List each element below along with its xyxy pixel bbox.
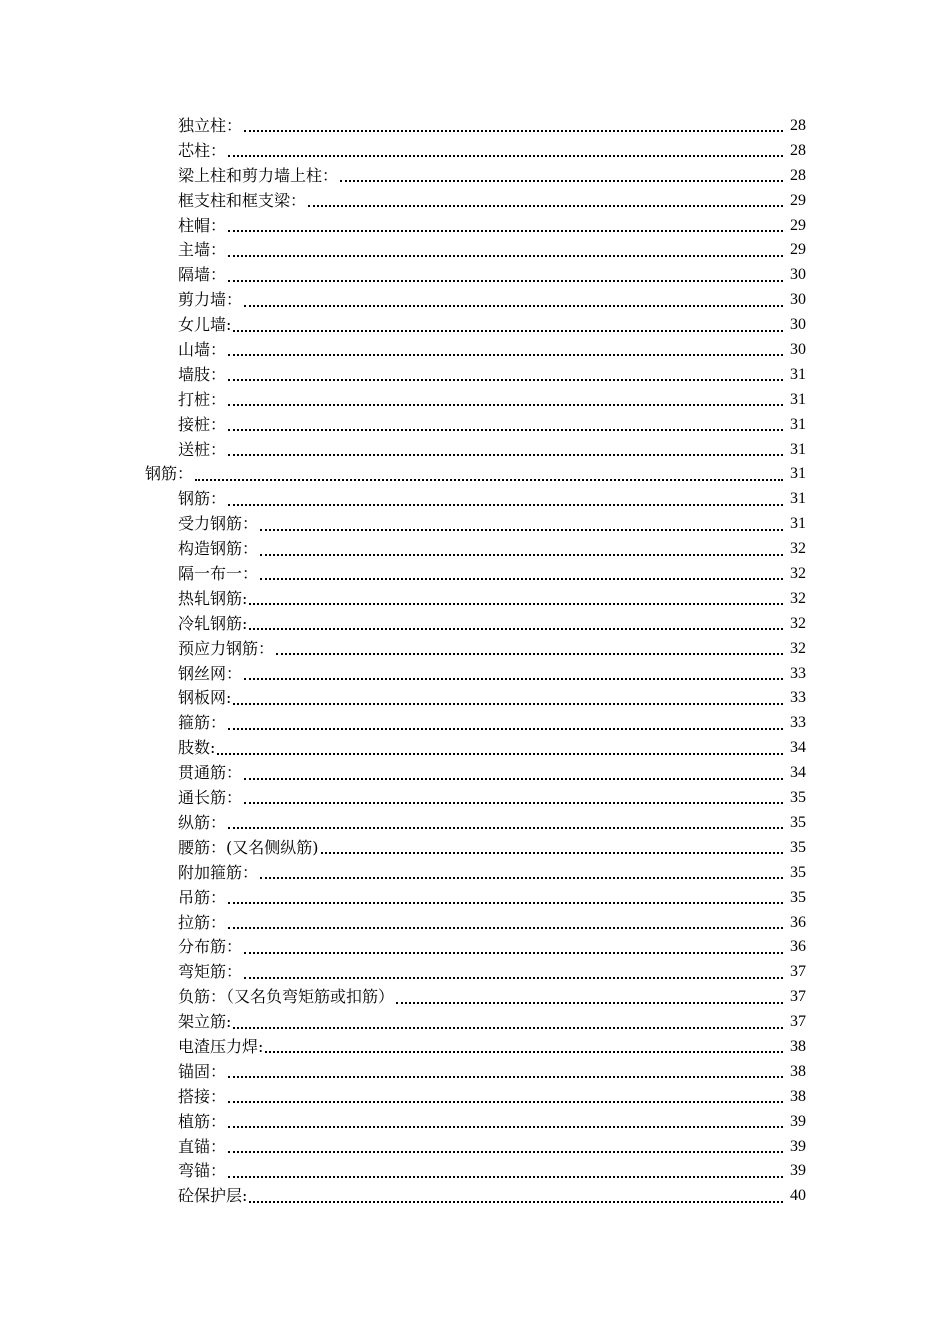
toc-page-number: 31: [790, 465, 806, 483]
toc-page-number: 32: [790, 565, 806, 583]
toc-page-number: 39: [790, 1137, 806, 1155]
toc-entry-label: 隔一布一：: [178, 564, 259, 584]
toc-entry-label: 芯柱：: [178, 140, 227, 160]
toc-page-number: 31: [790, 415, 806, 433]
toc-entry[interactable]: [0, 214, 950, 239]
dot-leader: [217, 737, 783, 755]
toc-entry[interactable]: [0, 288, 950, 313]
toc-entry[interactable]: [0, 736, 950, 761]
dot-leader: [233, 687, 783, 705]
dot-leader: [228, 886, 783, 904]
dot-leader: [228, 1085, 783, 1103]
toc-page-number: 35: [790, 789, 806, 807]
toc-page-number: 33: [790, 689, 806, 707]
toc-entry-label: 附加箍筋：: [178, 862, 259, 882]
toc-entry-label: 电渣压力焊:: [178, 1036, 264, 1056]
toc-entry-label: 吊筋：: [178, 887, 227, 907]
dot-leader: [340, 164, 783, 182]
toc-page-number: 35: [790, 838, 806, 856]
toc-entry-label: 打桩：: [178, 389, 227, 409]
toc-entry[interactable]: [0, 313, 950, 338]
toc-entry-label: 拉筋：: [178, 912, 227, 932]
dot-leader: [228, 139, 783, 157]
toc-entry[interactable]: [0, 413, 950, 438]
dot-leader: [265, 1035, 783, 1053]
dot-leader: [228, 488, 783, 506]
toc-entry-label: 钢筋：: [178, 489, 227, 509]
toc-entry-label: 独立柱：: [178, 116, 243, 135]
toc-page-number: 37: [790, 963, 806, 981]
toc-entry-label: 搭接：: [178, 1086, 227, 1106]
toc-entry-label: 砼保护层:: [178, 1186, 248, 1206]
toc-page-number: 35: [790, 888, 806, 906]
toc-entry[interactable]: [0, 1135, 950, 1160]
dot-leader: [228, 1135, 783, 1153]
toc-entry-label: 钢筋：: [145, 464, 194, 484]
dot-leader: [396, 986, 783, 1004]
toc-page-number: 34: [790, 739, 806, 757]
toc-entry-label: 剪力墙：: [178, 290, 243, 310]
dot-leader: [244, 114, 783, 132]
toc-entry-label: 接桩：: [178, 414, 227, 434]
dot-leader: [228, 1060, 783, 1078]
dot-leader: [308, 189, 783, 207]
toc-entry-label: 主墙：: [178, 240, 227, 260]
dot-leader: [244, 961, 783, 979]
toc-page-number: 31: [790, 390, 806, 408]
toc-page-number: 38: [790, 1062, 806, 1080]
toc-entry-label: 腰筋：(又名侧纵筋): [178, 837, 319, 857]
toc-entry-label: 预应力钢筋：: [178, 638, 275, 658]
toc-entry[interactable]: [0, 861, 950, 886]
toc-entry-label: 墙肢：: [178, 364, 227, 384]
toc-page-number: 39: [790, 1162, 806, 1180]
toc-entry[interactable]: [0, 238, 950, 263]
toc-entry-label: 框支柱和框支梁：: [178, 190, 307, 210]
toc-entry[interactable]: [0, 686, 950, 711]
toc-entry[interactable]: [0, 637, 950, 662]
toc-entry[interactable]: [0, 263, 950, 288]
toc-entry-label: 送桩：: [178, 439, 227, 459]
toc-entry[interactable]: [0, 1085, 950, 1110]
toc-entry[interactable]: [0, 1159, 950, 1184]
toc-page-number: 40: [790, 1187, 806, 1205]
toc-page-number: 32: [790, 589, 806, 607]
dot-leader: [228, 438, 783, 456]
dot-leader: [244, 762, 783, 780]
dot-leader: [228, 214, 783, 232]
toc-page-number: 30: [790, 291, 806, 309]
toc-entry[interactable]: [0, 512, 950, 537]
dot-leader: [260, 513, 783, 531]
toc-page-number: 32: [790, 639, 806, 657]
toc-entry-label: 山墙：: [178, 340, 227, 360]
dot-leader: [321, 836, 784, 854]
dot-leader: [260, 861, 783, 879]
toc-entry[interactable]: [0, 1110, 950, 1135]
toc-page-number: 33: [790, 664, 806, 682]
toc-entry[interactable]: [0, 562, 950, 587]
toc-page-number: 29: [790, 216, 806, 234]
toc-entry-label: 受力钢筋：: [178, 514, 259, 534]
toc-page-number: 31: [790, 490, 806, 508]
toc-entry[interactable]: [0, 388, 950, 413]
toc-page-number: 34: [790, 764, 806, 782]
toc-entry[interactable]: [0, 537, 950, 562]
dot-leader: [228, 811, 783, 829]
dot-leader: [228, 264, 783, 282]
toc-entry[interactable]: [0, 662, 950, 687]
toc-entry[interactable]: [0, 612, 950, 637]
toc-page-number: 38: [790, 1087, 806, 1105]
toc-entry-label: 架立筋:: [178, 1012, 232, 1032]
dot-leader: [260, 538, 783, 556]
toc-entry-label: 负筋：（又名负弯矩筋或扣筋）: [178, 987, 395, 1007]
dot-leader: [233, 1011, 783, 1029]
toc-entry[interactable]: [0, 761, 950, 786]
toc-page-number: 28: [790, 166, 806, 184]
toc-page-number: 32: [790, 614, 806, 632]
dot-leader: [276, 637, 783, 655]
dot-leader: [228, 712, 783, 730]
toc-page-number: 37: [790, 988, 806, 1006]
toc-entry-label: 钢板网:: [178, 688, 232, 708]
toc-page-number: 35: [790, 813, 806, 831]
toc-entry[interactable]: [0, 487, 950, 512]
toc-entry[interactable]: [0, 886, 950, 911]
toc-entry-label: 隔墙：: [178, 265, 227, 285]
toc-page-number: 29: [790, 191, 806, 209]
toc-page-number: 28: [790, 117, 806, 134]
dot-leader: [260, 562, 783, 580]
toc-page-number: 31: [790, 515, 806, 533]
toc-entry[interactable]: [0, 711, 950, 736]
toc-section-entry[interactable]: [0, 462, 950, 487]
toc-entry[interactable]: [0, 836, 950, 861]
toc-page-number: 30: [790, 266, 806, 284]
toc-entry[interactable]: [0, 1035, 950, 1060]
dot-leader: [228, 911, 783, 929]
dot-leader: [195, 463, 783, 481]
toc-entry[interactable]: [0, 1060, 950, 1085]
toc-page-number: 30: [790, 341, 806, 359]
toc-entry[interactable]: [0, 114, 950, 139]
dot-leader: [228, 338, 783, 356]
toc-entry-label: 热轧钢筋:: [178, 588, 248, 608]
toc-entry-label: 弯矩筋：: [178, 962, 243, 982]
toc-entry[interactable]: [0, 960, 950, 985]
toc-entry[interactable]: [0, 363, 950, 388]
toc-page-number: 35: [790, 863, 806, 881]
toc-entry-label: 女儿墙:: [178, 315, 232, 335]
dot-leader: [244, 662, 783, 680]
table-of-contents: [0, 114, 950, 1209]
toc-entry[interactable]: [0, 139, 950, 164]
dot-leader: [228, 363, 783, 381]
toc-entry[interactable]: [0, 164, 950, 189]
toc-page-number: 28: [790, 141, 806, 159]
toc-page-number: 39: [790, 1112, 806, 1130]
toc-entry[interactable]: [0, 911, 950, 936]
toc-page-number: 30: [790, 316, 806, 334]
toc-entry[interactable]: [0, 438, 950, 463]
toc-page-number: 38: [790, 1037, 806, 1055]
toc-entry[interactable]: [0, 338, 950, 363]
toc-entry[interactable]: [0, 189, 950, 214]
toc-entry-label: 植筋：: [178, 1111, 227, 1131]
dot-leader: [228, 239, 783, 257]
dot-leader: [244, 936, 783, 954]
toc-page-number: 36: [790, 938, 806, 956]
toc-page-number: 31: [790, 365, 806, 383]
toc-entry[interactable]: [0, 935, 950, 960]
toc-entry-label: 肢数:: [178, 738, 216, 758]
toc-entry-label: 分布筋：: [178, 937, 243, 957]
dot-leader: [249, 612, 783, 630]
dot-leader: [233, 314, 783, 332]
toc-entry[interactable]: [0, 1184, 950, 1209]
toc-entry[interactable]: [0, 985, 950, 1010]
toc-page-number: 29: [790, 241, 806, 259]
toc-entry-label: 直锚：: [178, 1136, 227, 1156]
toc-page-number: 36: [790, 913, 806, 931]
dot-leader: [244, 289, 783, 307]
toc-entry[interactable]: [0, 587, 950, 612]
dot-leader: [249, 587, 783, 605]
toc-entry-label: 梁上柱和剪力墙上柱：: [178, 165, 339, 185]
toc-entry[interactable]: [0, 1010, 950, 1035]
dot-leader: [228, 388, 783, 406]
toc-page-number: 33: [790, 714, 806, 732]
toc-entry-label: 冷轧钢筋:: [178, 613, 248, 633]
toc-entry-label: 纵筋：: [178, 812, 227, 832]
toc-entry-label: 贯通筋：: [178, 763, 243, 783]
toc-entry-label: 箍筋：: [178, 713, 227, 733]
toc-page-number: 37: [790, 1013, 806, 1031]
toc-entry-label: 柱帽：: [178, 215, 227, 235]
toc-page-number: 31: [790, 440, 806, 458]
dot-leader: [228, 1160, 783, 1178]
toc-entry-label: 弯锚：: [178, 1161, 227, 1181]
dot-leader: [228, 1110, 783, 1128]
toc-entry-label: 构造钢筋：: [178, 539, 259, 559]
dot-leader: [244, 786, 783, 804]
toc-page-number: 32: [790, 540, 806, 558]
toc-entry-label: 通长筋：: [178, 788, 243, 808]
dot-leader: [228, 413, 783, 431]
toc-entry-label: 锚固：: [178, 1061, 227, 1081]
dot-leader: [249, 1185, 783, 1203]
toc-entry-label: 钢丝网：: [178, 663, 243, 683]
toc-entry[interactable]: [0, 811, 950, 836]
toc-entry[interactable]: [0, 786, 950, 811]
